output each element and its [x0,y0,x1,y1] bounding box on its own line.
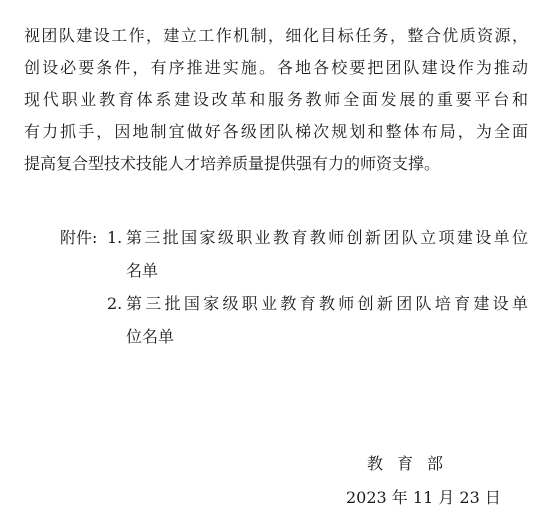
attachment-title-line: 名单 [126,261,159,280]
issue-date: 2023 年 11 月 23 日 [346,488,501,507]
paragraph-line: 现代职业教育体系建设改革和服务教师全面发展的重要平台和 [24,90,528,109]
paragraph-line: 视团队建设工作，建立工作机制，细化目标任务，整合优质资源， [24,26,528,45]
attachments-list [60,221,528,353]
attachment-item-1 [60,221,528,254]
paragraph-line: 创设必要条件，有序推进实施。各地各校要把团队建设作为推动 [24,58,528,77]
paragraph-line: 有力抓手，因地制宜做好各级团队梯次规划和整体布局，为全面 [24,122,528,141]
attachment-number: 1. [107,228,123,247]
attachment-title-line: 第三批国家级职业教育教师创新团队培育建设单 [126,294,528,313]
issuer-signature: 教育部 [367,454,458,473]
attachment-number: 2. [107,294,123,313]
paragraph-line: 提高复合型技术技能人才培养质量提供强有力的师资支撑。 [24,154,441,173]
attachments-label: 附件: [60,228,98,247]
attachment-title-line: 位名单 [126,327,175,346]
attachment-title-line: 第三批国家级职业教育教师创新团队立项建设单位 [126,228,528,247]
attachment-item-1-continued [60,254,528,287]
attachment-item-2-continued [60,320,528,353]
body-paragraph [24,20,528,180]
attachment-item-2 [60,287,528,320]
